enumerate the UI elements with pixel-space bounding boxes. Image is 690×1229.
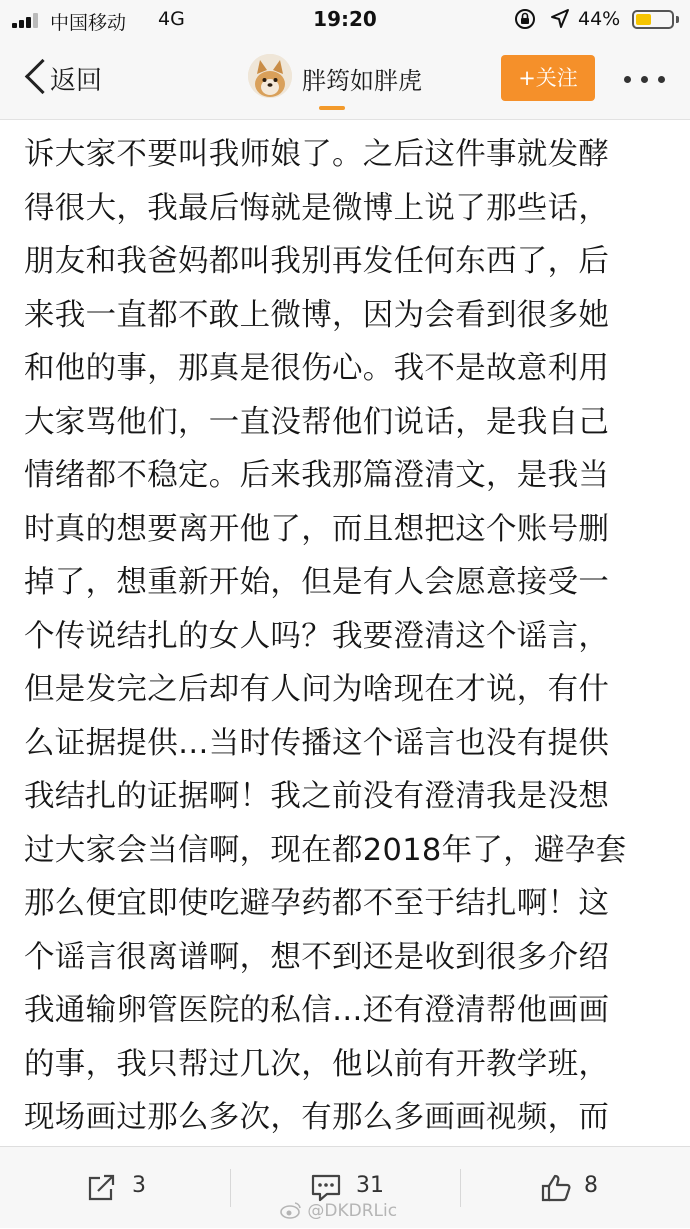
watermark-text: @DKDRLic [307,1201,398,1221]
location-icon [550,8,570,35]
article-line: 朋友和我爸妈都叫我别再发任何东西了，后 [24,244,610,279]
article-line: 个谣言很离谱啊，想不到还是收到很多介绍 [24,939,610,975]
nav-bar [0,40,690,120]
article-line: 诉大家不要叫我师娘了。之后这件事就发酵 [24,137,610,172]
comment-icon [310,1173,342,1203]
clock: 19:20 [313,7,377,31]
article-line: 和他的事，那真是很伤心。我不是故意利用 [24,351,610,386]
watermark [280,1201,397,1221]
article-line: 过大家会当信啊，现在都2018年了，避孕套 [24,832,627,868]
weibo-logo-icon [280,1201,302,1219]
article-line: 么证据提供…当时传播这个谣言也没有提供 [24,725,610,761]
article-line: 我通输卵管医院的私信…还有澄清帮他画画 [24,993,610,1028]
user-profile-link[interactable] [248,54,468,102]
share-icon [86,1173,118,1203]
carrier-label: 中国移动 [50,12,127,34]
tab-indicator [319,106,345,110]
like-button[interactable] [460,1147,690,1229]
article-line: 时真的想要离开他了，而且想把这个账号删 [24,511,610,547]
article-text [24,128,674,1146]
thumbs-up-icon [540,1173,572,1203]
rotation-lock-icon [514,8,536,35]
article-line: 那么便宜即使吃避孕药都不至于结扎啊！这 [24,886,610,921]
battery-icon [632,10,674,29]
article-line: 但是发完之后却有人问为啥现在才说，有什 [24,672,610,707]
repost-button[interactable] [0,1147,230,1229]
article-body[interactable] [0,120,690,1146]
like-count: 8 [584,1173,598,1198]
article-line: 情绪都不稳定。后来我那篇澄清文，是我当 [24,458,610,493]
article-line: 个传说结扎的女人吗？我要澄清这个谣言， [24,618,610,654]
battery-level-fill [636,14,651,25]
back-button[interactable] [20,58,130,100]
battery-tip [676,16,679,23]
article-line: 得很大，我最后悔就是微博上说了那些话， [24,190,610,226]
username: 胖筠如胖虎 [302,67,422,95]
bottom-action-bar [0,1146,690,1228]
battery-percent: 44% [578,8,621,30]
article-line: 大家骂他们，一直没帮他们说话，是我自己 [24,404,610,440]
repost-count: 3 [132,1173,146,1198]
status-bar [0,0,690,40]
comment-count: 31 [356,1173,384,1198]
article-line: 现场画过那么多次，有那么多画画视频，而 [24,1100,610,1135]
avatar[interactable] [248,54,292,98]
article-line: 掉了，想重新开始，但是有人会愿意接受一 [24,565,610,600]
article-line: 来我一直都不敢上微博，因为会看到很多她 [24,297,610,333]
back-label: 返回 [50,66,103,96]
more-options-button[interactable] [620,66,670,92]
article-line: 我结扎的证据啊！我之前没有澄清我是没想 [24,779,610,814]
article-line: 的事，我只帮过几次，他以前有开教学班， [24,1046,610,1082]
network-label: 4G [158,8,185,30]
follow-button[interactable]: +关注 [501,55,595,101]
